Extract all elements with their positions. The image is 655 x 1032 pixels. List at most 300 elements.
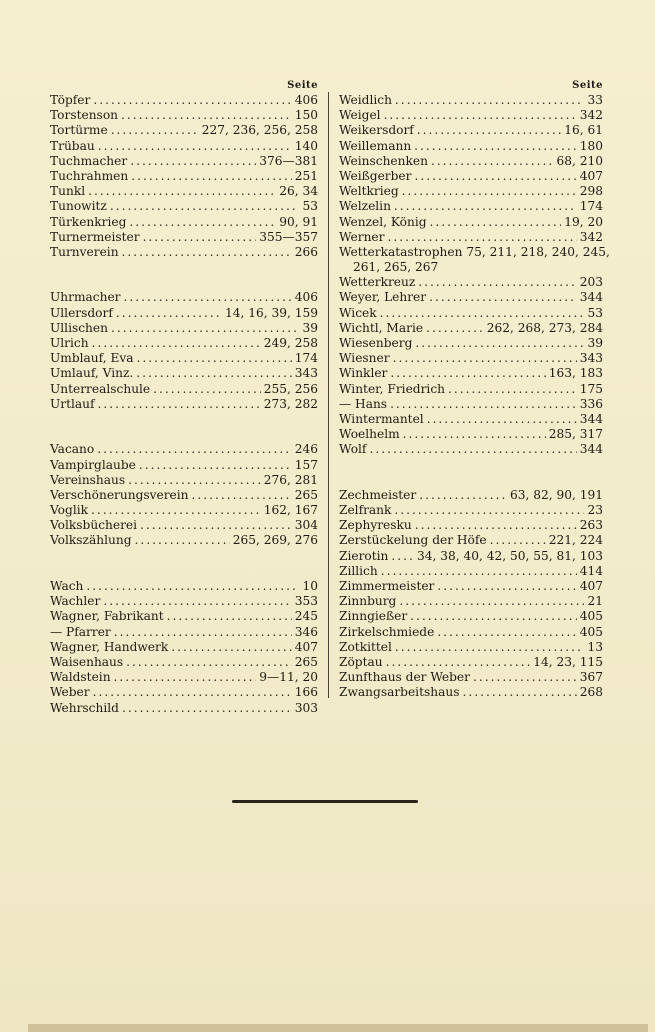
dot-leader [140, 518, 292, 533]
section-gap [50, 260, 318, 275]
entry-pages: 175 [579, 381, 603, 396]
entry-term: Zillich [339, 563, 378, 578]
entry-term: Wehrschild [50, 700, 119, 715]
dot-leader [381, 564, 577, 579]
entry-term: Zwangsarbeitshaus [339, 685, 460, 700]
index-entry [339, 488, 603, 503]
index-entry [50, 123, 318, 138]
entry-pages: 227, 236, 256, 258 [201, 123, 318, 138]
index-entry [339, 625, 603, 640]
dot-leader [93, 93, 291, 108]
entry-pages: 174 [579, 199, 603, 214]
dot-leader [395, 93, 585, 108]
index-entry [339, 564, 603, 579]
entry-term: Zöptau [339, 654, 383, 669]
entry-pages: 14, 16, 39, 159 [224, 305, 318, 320]
index-entry [339, 685, 603, 700]
section-gap [339, 458, 603, 473]
index-entry [50, 184, 318, 199]
entry-pages: 21 [587, 594, 603, 609]
entry-pages: 353 [294, 594, 318, 609]
dot-leader [414, 139, 577, 154]
entry-term: Zierotin [339, 548, 389, 563]
dot-leader [122, 701, 292, 716]
dot-leader [402, 184, 577, 199]
entry-pages: 405 [579, 624, 603, 639]
index-entry [50, 518, 318, 533]
entry-term: Wicek [339, 305, 377, 320]
entry-pages: 406 [294, 290, 318, 305]
entry-pages: 23 [587, 503, 603, 518]
dot-leader [426, 321, 484, 336]
entry-term: Weidlich [339, 93, 392, 107]
index-entry [50, 442, 318, 457]
index-entry [50, 245, 318, 260]
entry-term: Waldstein [50, 670, 111, 685]
index-entry [339, 442, 603, 457]
dot-leader [437, 625, 576, 640]
index-entry [50, 290, 318, 305]
index-entry [50, 473, 318, 488]
entry-term: Wolf [339, 442, 367, 457]
index-entry [339, 290, 603, 305]
index-entry [339, 640, 603, 655]
dot-leader [137, 351, 292, 366]
entry-pages: 68, 210 [556, 153, 603, 168]
entry-pages: 163, 183 [548, 366, 603, 381]
entry-term: Zotkittel [339, 639, 392, 654]
dot-leader [167, 609, 292, 624]
dot-leader [394, 503, 584, 518]
entry-pages: 157 [294, 457, 318, 472]
dot-leader [130, 154, 256, 169]
index-entry [339, 306, 603, 321]
index-column-left [50, 78, 318, 716]
index-entry [50, 351, 318, 366]
entry-pages: 90, 91 [279, 214, 318, 229]
dot-leader [490, 533, 546, 548]
index-list-right [339, 93, 610, 701]
entry-term: Umlauf, Vinz. [50, 366, 134, 381]
index-entry [50, 670, 318, 685]
index-entry [50, 655, 318, 670]
entry-term: Ullersdorf [50, 305, 113, 320]
entry-term: Weikersdorf [339, 123, 414, 138]
entry-term: Wetterkatastrophen [339, 244, 463, 259]
index-entry [50, 154, 318, 169]
entry-term: Wichtl, Marie [339, 320, 424, 335]
index-entry [50, 685, 318, 700]
index-entry [339, 108, 603, 123]
dot-leader [93, 685, 292, 700]
entry-pages: 405 [579, 609, 603, 624]
index-entry [339, 93, 603, 108]
dot-leader [394, 199, 577, 214]
entry-term: Uhrmacher [50, 290, 121, 305]
index-entry [339, 412, 603, 427]
entry-term: Torstenson [50, 108, 119, 123]
entry-pages: 203 [579, 275, 603, 290]
entry-pages: 344 [579, 411, 603, 426]
entry-term: Wagner, Handwerk [50, 639, 169, 654]
dot-leader [437, 579, 576, 594]
entry-term: Zephyresku [339, 518, 412, 533]
entry-term: Umblauf, Eva [50, 351, 134, 366]
index-entry [339, 244, 610, 260]
entry-pages: 342 [579, 229, 603, 244]
entry-pages: 16, 61 [564, 123, 603, 138]
entry-pages: 343 [579, 351, 603, 366]
index-entry [339, 139, 603, 154]
dot-leader [116, 306, 222, 321]
entry-pages: 273, 282 [263, 396, 318, 411]
entry-pages: 19, 20 [564, 214, 603, 229]
column-divider [328, 92, 329, 698]
index-entry [339, 366, 603, 381]
entry-pages: 249, 258 [263, 336, 318, 350]
entry-pages: 343 [294, 366, 318, 381]
entry-term: Weber [50, 685, 90, 700]
entry-term: Zunfthaus der Weber [339, 670, 470, 685]
dot-leader [430, 215, 562, 230]
dot-leader [123, 290, 291, 305]
index-entry [50, 458, 318, 473]
entry-pages: 140 [294, 138, 318, 153]
dot-leader [429, 290, 577, 305]
dot-leader [192, 488, 292, 503]
index-entry [339, 215, 603, 230]
index-entry [50, 488, 318, 503]
column-header-right: Seite [572, 80, 603, 91]
dot-leader [403, 427, 546, 442]
entry-pages: 336 [579, 396, 603, 411]
entry-pages: 53 [587, 305, 603, 320]
entry-pages: 407 [579, 579, 603, 593]
entry-term: Zinngießer [339, 609, 408, 624]
entry-term: Wintermantel [339, 411, 424, 426]
dot-leader [86, 579, 299, 594]
index-entry [50, 625, 318, 640]
entry-pages: 344 [579, 290, 603, 305]
index-entry [50, 397, 318, 412]
entry-pages: 367 [579, 670, 603, 685]
index-entry [50, 609, 318, 624]
section-gap [50, 549, 318, 564]
entry-term: Waisenhaus [50, 654, 124, 669]
index-entry [50, 215, 318, 230]
index-entry [50, 579, 318, 594]
entry-term: — Hans [339, 396, 388, 411]
entry-term: Zinnburg [339, 594, 397, 609]
dot-leader [369, 442, 576, 457]
dot-leader [415, 336, 584, 351]
dot-leader [390, 397, 577, 412]
index-entry [50, 230, 318, 245]
index-entry [339, 655, 603, 670]
page-edge-strip [28, 1024, 648, 1032]
entry-term: Zimmermeister [339, 579, 435, 593]
entry-pages: 265 [294, 654, 318, 669]
section-gap [50, 564, 318, 579]
index-entry [339, 154, 603, 169]
entry-term: Volksbücherei [50, 518, 138, 533]
entry-term: Wiesner [339, 351, 390, 366]
dot-leader [393, 351, 577, 366]
entry-pages: 251 [294, 168, 318, 183]
entry-pages: 162, 167 [263, 503, 318, 518]
index-entry [339, 275, 603, 290]
entry-term: Wetterkreuz [339, 275, 416, 290]
dot-leader [427, 412, 577, 427]
entry-term: Urtlauf [50, 396, 95, 411]
index-entry [339, 230, 603, 245]
index-entry [339, 321, 603, 336]
entry-pages: 265 [294, 487, 318, 502]
entry-pages: 10 [302, 579, 318, 593]
index-entry [339, 533, 603, 548]
index-entry [339, 549, 603, 564]
dot-leader [110, 199, 300, 214]
index-entry [50, 108, 318, 123]
entry-term: Tuchmacher [50, 153, 128, 168]
entry-pages: 268 [579, 685, 603, 700]
entry-term: Wach [50, 579, 84, 593]
index-entry [339, 397, 603, 412]
index-entry [339, 503, 603, 518]
dot-leader [171, 640, 292, 655]
entry-pages: 265, 269, 276 [232, 533, 318, 548]
section-gap [50, 427, 318, 442]
dot-leader [98, 397, 261, 412]
entry-pages: 406 [294, 93, 318, 107]
entry-term: Töpfer [50, 93, 91, 107]
entry-term: Tunowitz [50, 199, 107, 214]
index-entry [50, 640, 318, 655]
dot-leader [384, 108, 577, 123]
index-entry [50, 199, 318, 214]
dot-leader [126, 655, 292, 670]
dot-leader [88, 184, 276, 199]
entry-term: Ulrich [50, 336, 89, 350]
dot-leader [111, 123, 199, 138]
dot-leader [380, 306, 585, 321]
index-entry [50, 366, 318, 381]
dot-leader [415, 518, 577, 533]
entry-pages: 304 [294, 518, 318, 533]
dot-leader [143, 230, 257, 245]
index-entry [339, 184, 603, 199]
entry-term: Weltkrieg [339, 184, 399, 199]
entry-pages: 75, 211, 218, 240, 245, [466, 244, 610, 259]
entry-pages-continued: 261, 265, 267 [353, 260, 439, 275]
index-entry [50, 503, 318, 518]
entry-term: Wachler [50, 594, 101, 609]
entry-term: Unterrealschule [50, 381, 151, 396]
dot-leader [473, 670, 577, 685]
dot-leader [419, 488, 507, 503]
entry-term: Winkler [339, 366, 388, 381]
dot-leader [410, 609, 577, 624]
dot-leader [418, 275, 576, 290]
entry-pages: 246 [294, 442, 318, 457]
entry-term: Voglik [50, 503, 89, 518]
dot-leader [122, 245, 292, 260]
entry-pages: 255, 256 [263, 381, 318, 396]
entry-term: Turnermeister [50, 229, 140, 244]
dot-leader [103, 594, 291, 609]
index-entry [339, 609, 603, 624]
index-entry [339, 594, 603, 609]
dot-leader [153, 382, 261, 397]
dot-leader [391, 549, 414, 564]
entry-term: Vampirglaube [50, 457, 136, 472]
dot-leader [128, 473, 261, 488]
entry-pages: 276, 281 [263, 472, 318, 487]
entry-term: Woelhelm [339, 427, 400, 442]
entry-term: Welzelin [339, 199, 391, 214]
index-entry [50, 382, 318, 397]
entry-pages: 34, 38, 40, 42, 50, 55, 81, 103 [416, 548, 603, 563]
dot-leader [390, 366, 545, 381]
entry-term: Ullischen [50, 320, 108, 335]
entry-pages: 26, 34 [279, 184, 318, 199]
entry-pages: 263 [579, 518, 603, 533]
entry-term: Tuchrahmen [50, 168, 129, 183]
dot-leader [399, 594, 584, 609]
entry-pages: 355—357 [259, 229, 318, 244]
entry-pages: 414 [579, 563, 603, 578]
entry-term: — Pfarrer [50, 624, 111, 639]
dot-leader [98, 139, 292, 154]
entry-term: Turnverein [50, 244, 119, 259]
dot-leader [135, 533, 230, 548]
entry-pages: 33 [587, 93, 603, 107]
dot-leader [91, 503, 261, 518]
section-gap [50, 412, 318, 427]
entry-term: Tunkl [50, 184, 86, 199]
dot-leader [136, 366, 291, 381]
entry-pages: 407 [294, 639, 318, 654]
entry-term: Wiesenberg [339, 336, 413, 350]
entry-pages: 221, 224 [548, 533, 603, 548]
index-entry [50, 306, 318, 321]
entry-term: Zirkelschmiede [339, 624, 435, 639]
entry-pages: 303 [294, 700, 318, 715]
entry-pages: 346 [294, 624, 318, 639]
dot-leader [395, 640, 585, 655]
entry-pages: 180 [579, 138, 603, 153]
entry-term: Wenzel, König [339, 214, 427, 229]
entry-term: Vacano [50, 442, 95, 457]
index-entry [339, 123, 603, 138]
entry-term: Zelfrank [339, 503, 392, 518]
entry-pages: 344 [579, 442, 603, 457]
entry-pages: 39 [587, 336, 603, 350]
entry-pages: 407 [579, 168, 603, 183]
entry-pages: 14, 23, 115 [533, 654, 603, 669]
entry-pages: 266 [294, 244, 318, 259]
entry-pages: 245 [294, 609, 318, 624]
index-list-left [50, 93, 318, 716]
dot-leader [131, 169, 292, 184]
entry-term: Winter, Friedrich [339, 381, 445, 396]
entry-term: Volkszählung [50, 533, 132, 548]
entry-term: Weyer, Lehrer [339, 290, 427, 305]
entry-pages: 150 [294, 108, 318, 123]
entry-term: Tortürme [50, 123, 108, 138]
entry-pages: 166 [294, 685, 318, 700]
entry-term: Verschönerungsverein [50, 487, 189, 502]
entry-term: Weißgerber [339, 168, 412, 183]
entry-term: Vereinshaus [50, 472, 126, 487]
entry-term: Werner [339, 229, 385, 244]
entry-term: Weillemann [339, 138, 412, 153]
entry-term: Zechmeister [339, 487, 417, 502]
dot-leader [97, 442, 292, 457]
index-entry [339, 579, 603, 594]
entry-pages: 174 [294, 351, 318, 366]
entry-term: Zerstückelung der Höfe [339, 533, 487, 548]
dot-leader [386, 655, 531, 670]
entry-pages: 262, 268, 273, 284 [486, 320, 603, 335]
index-entry [50, 594, 318, 609]
index-entry [50, 533, 318, 548]
end-rule [232, 800, 418, 803]
entry-term: Wagner, Fabrikant [50, 609, 164, 624]
index-entry [339, 169, 603, 184]
dot-leader [121, 108, 292, 123]
index-entry [50, 701, 318, 716]
index-entry [339, 670, 603, 685]
entry-pages: 342 [579, 108, 603, 123]
entry-term: Türkenkrieg [50, 214, 127, 229]
index-entry [339, 336, 603, 351]
index-entry [50, 139, 318, 154]
section-gap [339, 473, 603, 488]
dot-leader [111, 321, 300, 336]
index-column-right [339, 78, 610, 701]
index-entry [339, 351, 603, 366]
column-header-left: Seite [287, 80, 318, 91]
dot-leader [92, 336, 261, 351]
dot-leader [448, 382, 577, 397]
entry-pages: 13 [587, 639, 603, 654]
entry-pages: 298 [579, 184, 603, 199]
entry-pages: 39 [302, 320, 318, 335]
index-entry [50, 321, 318, 336]
dot-leader [431, 154, 554, 169]
dot-leader [417, 123, 561, 138]
entry-pages: 53 [302, 199, 318, 214]
index-entry [50, 169, 318, 184]
entry-term: Weigel [339, 108, 381, 123]
dot-leader [462, 685, 576, 700]
entry-pages: 9—11, 20 [259, 670, 318, 685]
dot-leader [114, 670, 257, 685]
entry-pages: 285, 317 [548, 427, 603, 442]
entry-pages: 63, 82, 90, 191 [509, 487, 603, 502]
index-entry [339, 199, 603, 214]
dot-leader [139, 458, 292, 473]
entry-term: Trübau [50, 138, 95, 153]
dot-leader [129, 215, 276, 230]
dot-leader [414, 169, 576, 184]
section-gap [50, 275, 318, 290]
index-entry [339, 427, 603, 442]
entry-term: Weinschenken [339, 153, 428, 168]
entry-pages: 376—381 [259, 153, 318, 168]
index-entry [50, 336, 318, 351]
